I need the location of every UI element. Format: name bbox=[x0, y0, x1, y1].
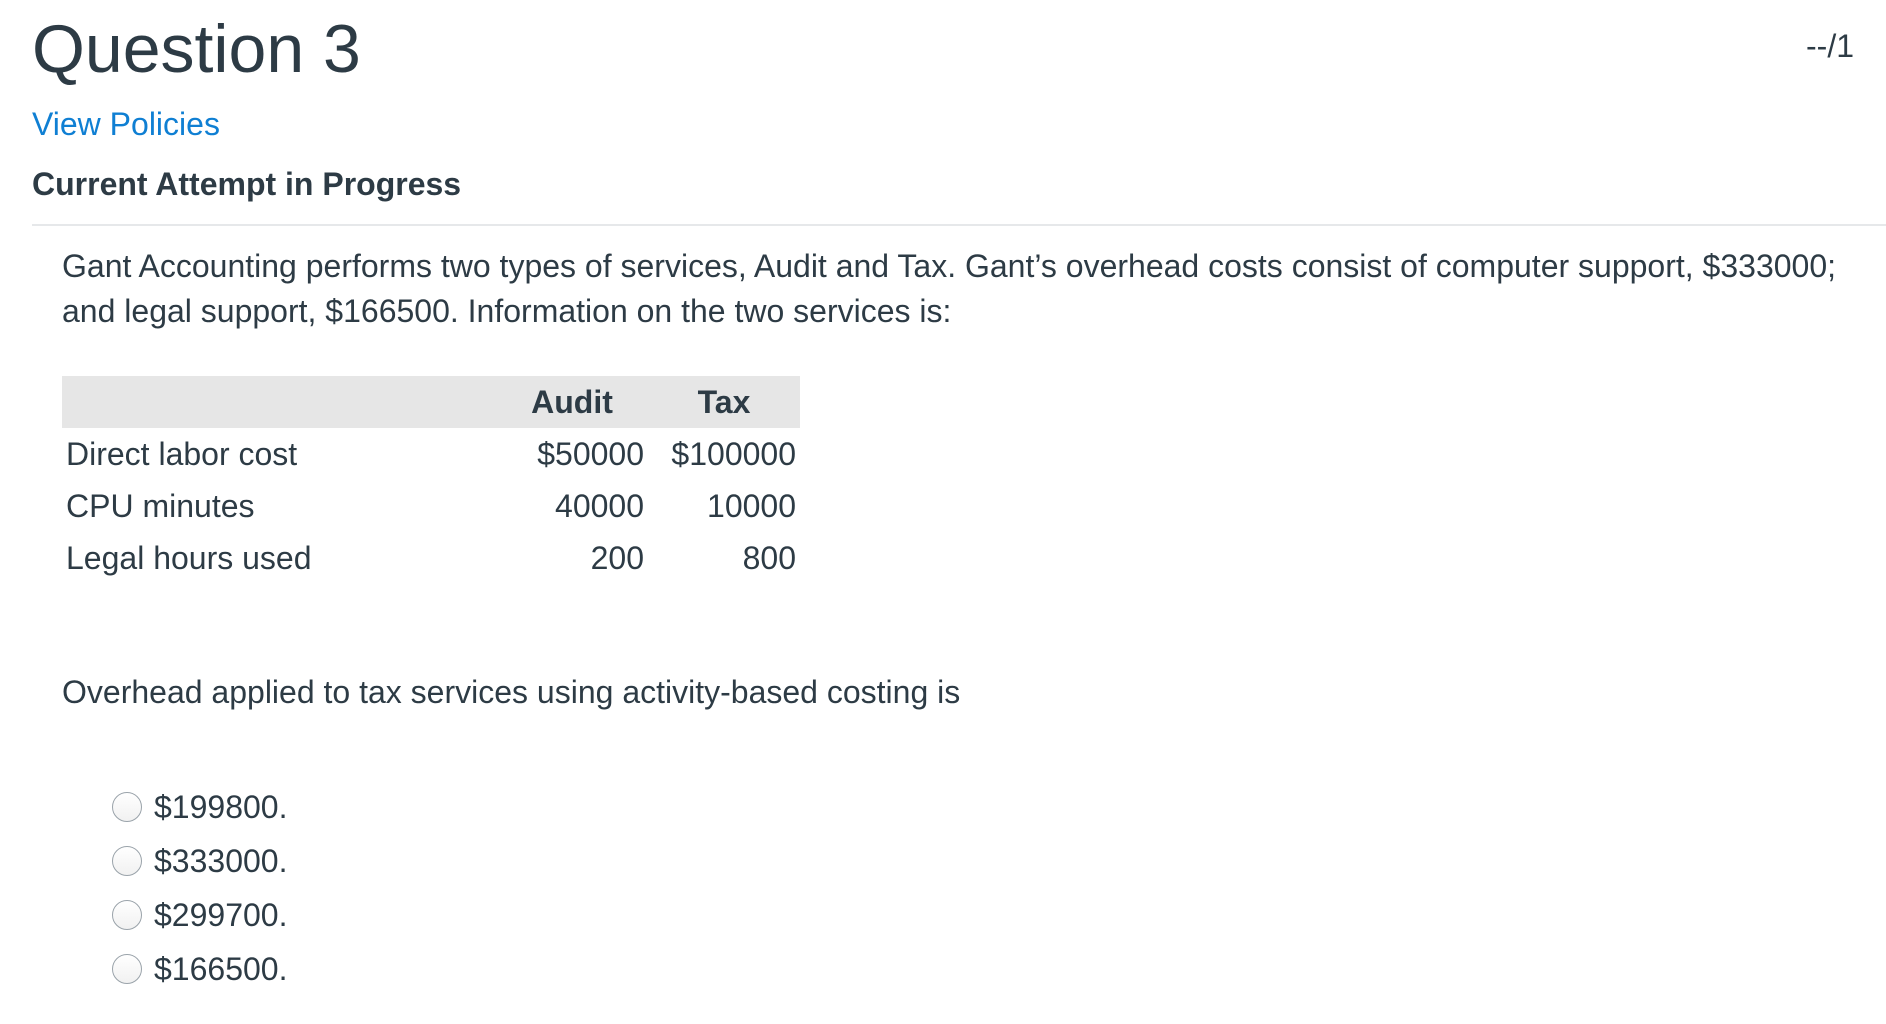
table-cell-tax: $100000 bbox=[671, 435, 796, 472]
table-row bbox=[62, 480, 800, 532]
answer-choice[interactable] bbox=[112, 780, 287, 834]
table-cell-audit: 200 bbox=[590, 539, 644, 576]
question-prompt: Overhead applied to tax services using activity-based costing is bbox=[62, 674, 961, 710]
table-cell-tax: 10000 bbox=[707, 487, 796, 524]
question-text: Gant Accounting performs two types of services, Audit and Tax. Gant’s overhead costs consist of computer support, $333000; and legal support, $166500. Information on the two services is: bbox=[62, 248, 1837, 329]
question-header bbox=[32, 8, 1886, 90]
answer-choice-label[interactable]: $333000. bbox=[154, 842, 288, 879]
table-cell-audit: $50000 bbox=[537, 435, 644, 472]
view-policies-link[interactable]: View Policies bbox=[32, 106, 220, 142]
table-cell-audit: 40000 bbox=[555, 487, 644, 524]
radio-button[interactable] bbox=[112, 900, 142, 930]
answer-choice-label[interactable]: $199800. bbox=[154, 788, 288, 825]
table-row bbox=[62, 428, 800, 480]
radio-button[interactable] bbox=[112, 954, 142, 984]
answer-choice[interactable] bbox=[112, 834, 287, 888]
services-info-table bbox=[62, 376, 800, 584]
answer-choice[interactable] bbox=[112, 942, 287, 996]
table-header-row bbox=[62, 376, 800, 428]
answer-choice-label[interactable]: $299700. bbox=[154, 896, 288, 933]
table-row bbox=[62, 532, 800, 584]
table-row-label: Legal hours used bbox=[66, 539, 312, 576]
radio-button[interactable] bbox=[112, 846, 142, 876]
radio-button[interactable] bbox=[112, 792, 142, 822]
question-title: Question 3 bbox=[32, 11, 361, 87]
answer-choice-label[interactable]: $166500. bbox=[154, 950, 288, 987]
table-header-tax: Tax bbox=[697, 383, 751, 420]
table-cell-tax: 800 bbox=[742, 539, 796, 576]
table-header-blank bbox=[62, 376, 496, 428]
answer-choices bbox=[112, 780, 287, 996]
attempt-status-label: Current Attempt in Progress bbox=[32, 166, 462, 202]
question-points: --/1 bbox=[1806, 28, 1854, 64]
table-header-audit: Audit bbox=[531, 383, 613, 420]
table-row-label: Direct labor cost bbox=[66, 435, 298, 472]
table-row-label: CPU minutes bbox=[66, 487, 255, 524]
answer-choice[interactable] bbox=[112, 888, 287, 942]
header-divider bbox=[32, 224, 1886, 226]
